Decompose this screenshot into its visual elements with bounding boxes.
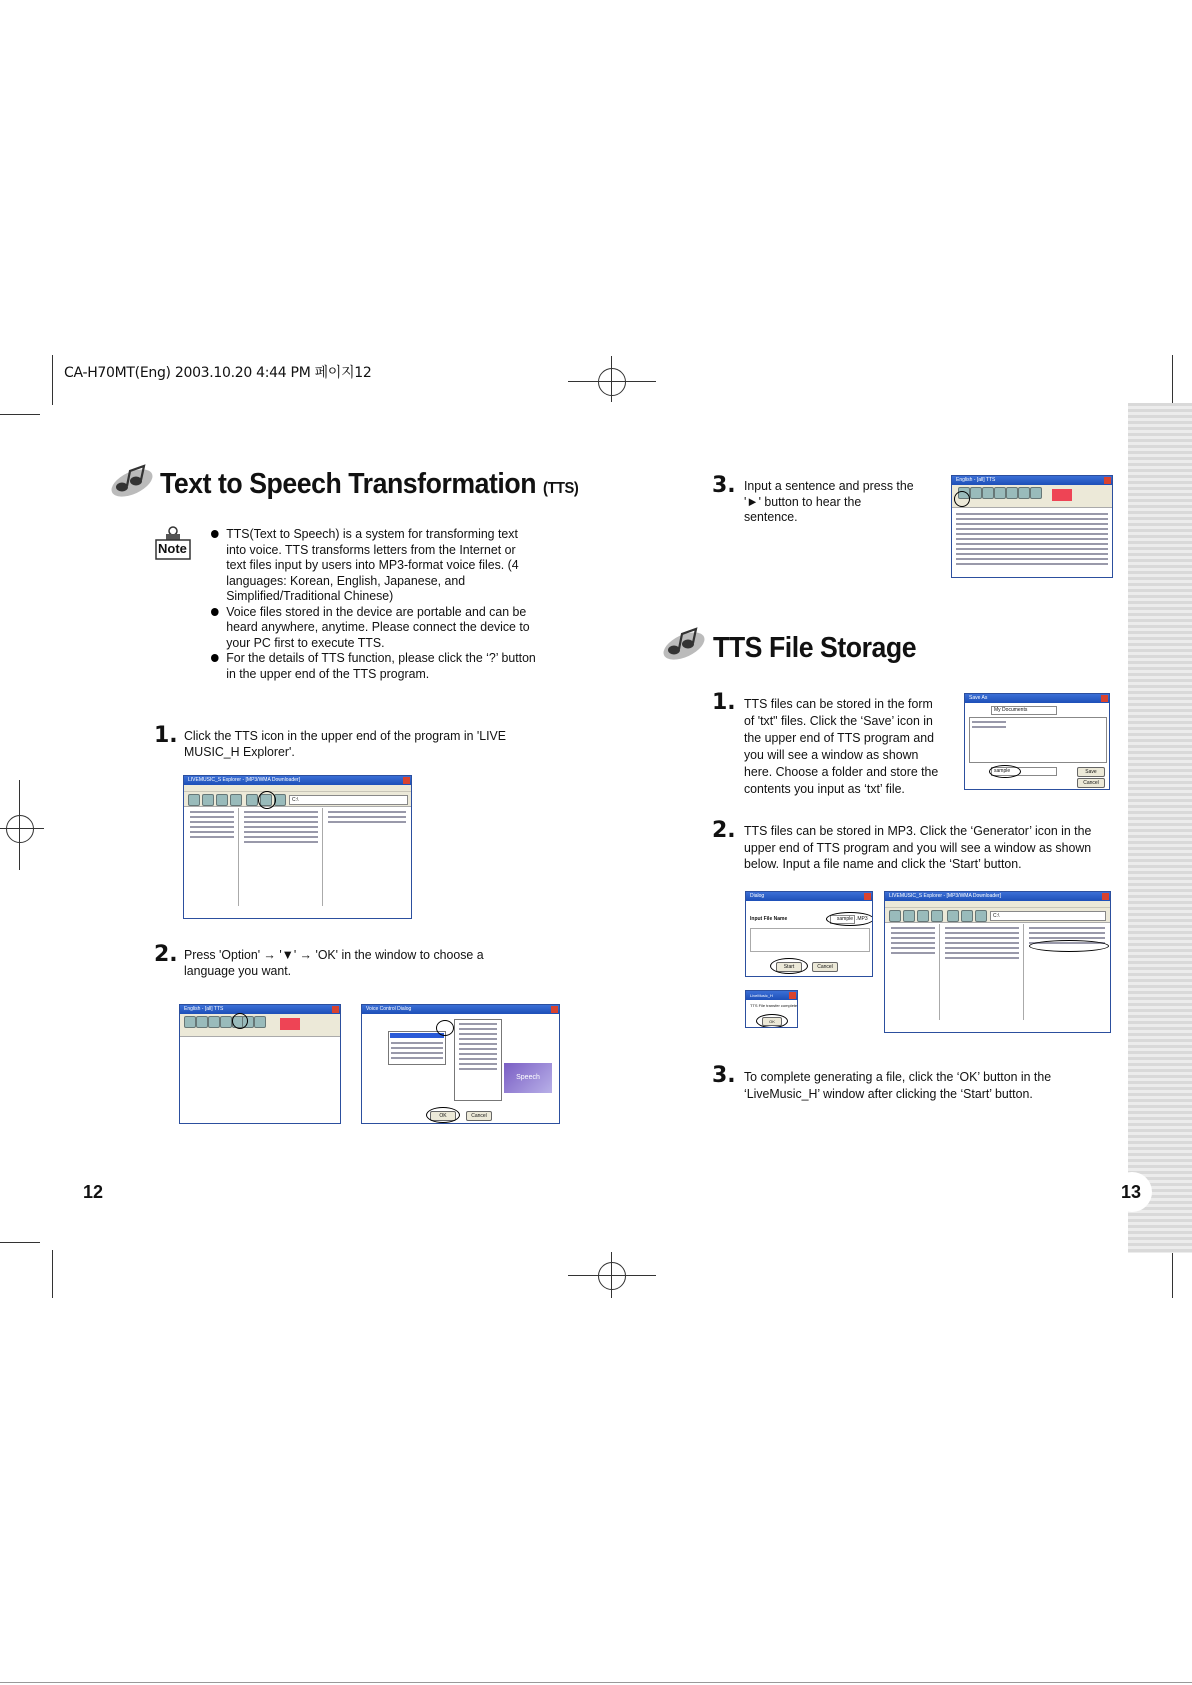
window-title: English - [all] TTS <box>184 1006 224 1012</box>
highlight-circle <box>258 791 276 809</box>
highlight-circle <box>232 1013 248 1029</box>
step-number: 2. <box>712 818 736 843</box>
toolbar <box>180 1014 340 1037</box>
highlight-circle <box>954 491 970 507</box>
page-number-right: 13 <box>1121 1182 1142 1202</box>
step-number: 3. <box>712 473 736 498</box>
registration-mark-line <box>568 381 656 382</box>
window-titlebar <box>180 1005 340 1014</box>
step-number: 3. <box>712 1063 736 1088</box>
note-bullets <box>211 526 539 681</box>
voice-control-screenshot <box>361 1004 560 1124</box>
section-title-tts <box>160 468 578 501</box>
note-label: Note <box>158 541 187 556</box>
highlight-circle <box>756 1014 788 1028</box>
window-titlebar <box>952 476 1112 485</box>
language-list <box>388 1031 446 1065</box>
filename-input[interactable]: sample <box>830 915 855 924</box>
registration-mark <box>598 368 626 396</box>
registration-mark-line <box>0 828 44 829</box>
popup-message: TTS File transfer complete <box>750 1003 798 1008</box>
window-title: Voice Control Dialog <box>366 1006 412 1012</box>
close-icon <box>864 893 871 900</box>
side-stripe <box>1128 403 1192 1253</box>
window-title: Dialog <box>750 893 765 899</box>
title-suffix: (TTS) <box>543 480 579 497</box>
sentence-text <box>956 510 1108 568</box>
step-text: Press 'Option' → '▼' → 'OK' in the window to choose a language you want. <box>184 947 484 978</box>
path-field: C:\ <box>990 911 1106 921</box>
start-button[interactable]: Start <box>776 962 802 972</box>
step-text: Click the TTS icon in the upper end of the program in 'LIVE MUSIC_H Explorer'. <box>184 728 507 759</box>
highlight-circle <box>770 958 808 974</box>
folder-tree <box>186 808 239 906</box>
print-info-header: CA-H70MT(Eng) 2003.10.20 4:44 PM 페이지12 <box>64 365 372 381</box>
save-button[interactable]: Save <box>1077 767 1105 777</box>
crop-mark <box>1172 355 1173 405</box>
extension-label: .MP3 <box>856 916 868 922</box>
registration-mark-line <box>568 1275 656 1276</box>
bullet-item: For the details of TTS function, please click the ‘?’ button in the upper end of the TTS program. <box>211 650 539 681</box>
progress-area <box>750 928 870 952</box>
registration-mark-line <box>611 1252 612 1298</box>
section-title-storage: TTS File Storage <box>713 632 917 664</box>
highlight-circle <box>436 1020 454 1036</box>
step-text: TTS files can be stored in MP3. Click the ‘Generator’ icon in the upper end of TTS program and you will see a window as shown below. Input a file name and click the ‘Start’ button. <box>744 823 1092 871</box>
page-number-left: 12 <box>83 1182 104 1202</box>
explorer-screenshot <box>183 775 412 919</box>
menu-bar <box>885 901 1110 908</box>
toolbar <box>885 908 1110 923</box>
filename-field: sample <box>991 767 1057 776</box>
crop-mark <box>0 414 40 415</box>
language-badge <box>280 1018 300 1030</box>
menu-bar <box>184 785 411 792</box>
close-icon <box>1102 893 1109 900</box>
registration-mark <box>598 1262 626 1290</box>
close-icon <box>789 992 796 999</box>
crop-mark <box>1172 1250 1173 1298</box>
registration-mark <box>6 815 34 843</box>
window-title: English - [all] TTS <box>956 477 996 483</box>
toolbar <box>184 792 411 807</box>
ok-button[interactable]: OK <box>762 1017 782 1026</box>
bullet-item: TTS(Text to Speech) is a system for transforming text into voice. TTS transforms letters from the Internet or text files input by users into MP3-format voice files. (4 languages: Korean, English, Japanese, and Simplified/Traditional Chinese) <box>211 526 539 604</box>
crop-mark <box>0 1242 40 1243</box>
bullet-item: Voice files stored in the device are portable and can be heard anywhere, anytime. Please connect the device to your PC first to execute TTS. <box>211 604 539 651</box>
registration-mark-line <box>611 356 612 402</box>
livemusic-popup-screenshot <box>745 990 798 1028</box>
close-icon <box>551 1006 558 1013</box>
window-titlebar <box>184 776 411 785</box>
speech-image: Speech <box>504 1063 552 1093</box>
music-note-icon <box>108 463 156 497</box>
folder-tree <box>887 924 940 1020</box>
close-icon <box>1104 477 1111 484</box>
highlight-circle <box>426 1107 460 1123</box>
step-number: 1. <box>712 690 736 715</box>
step-number: 1. <box>154 723 178 748</box>
cancel-button[interactable]: Cancel <box>1077 778 1105 788</box>
toolbar <box>952 485 1112 508</box>
language-badge <box>1052 489 1072 501</box>
step-text: TTS files can be stored in the form of 'txt" files. Click the ‘Save’ icon in the upper end of TTS program and you will see a window as shown here. Choose a folder and store the contents you input as ‘txt’ file. <box>744 696 939 796</box>
explorer-screenshot-right <box>884 891 1111 1033</box>
window-titlebar <box>746 991 797 1000</box>
music-note-icon <box>660 626 708 660</box>
window-titlebar <box>746 892 872 901</box>
registration-mark-line <box>19 780 20 870</box>
close-icon <box>403 777 410 784</box>
window-titlebar <box>362 1005 559 1014</box>
dictionary-list <box>454 1019 502 1101</box>
window-titlebar <box>965 694 1109 703</box>
window-title: LiveMusic_H <box>750 993 773 998</box>
save-in-field: My Documents <box>991 706 1057 715</box>
close-icon <box>1101 695 1108 702</box>
window-titlebar <box>885 892 1110 901</box>
highlight-circle <box>1029 940 1109 952</box>
title-text: Text to Speech Transformation <box>160 468 537 500</box>
ok-button[interactable]: OK <box>430 1111 456 1121</box>
file-area <box>969 717 1107 763</box>
tts-screenshot <box>179 1004 341 1124</box>
cancel-button[interactable]: Cancel <box>466 1111 492 1121</box>
step-text: To complete generating a file, click the ‘OK’ button in the ‘LiveMusic_H’ window after clicking the ‘Start’ button. <box>744 1069 1052 1101</box>
step-number: 2. <box>154 942 178 967</box>
crop-mark <box>52 1250 53 1298</box>
window-title: LIVEMUSIC_S Explorer - [MP3/WMA Downloader] <box>889 893 1001 899</box>
highlight-circle <box>989 765 1021 778</box>
tts-sentence-screenshot <box>951 475 1113 578</box>
generator-dialog-screenshot <box>745 891 873 977</box>
crop-mark <box>52 355 53 405</box>
cancel-button[interactable]: Cancel <box>812 962 838 972</box>
path-field: C:\ <box>289 795 408 805</box>
input-label: Input File Name <box>750 916 788 922</box>
close-icon <box>332 1006 339 1013</box>
file-list <box>941 924 1024 1020</box>
save-as-screenshot <box>964 693 1110 790</box>
file-list <box>240 808 323 906</box>
device-list <box>324 808 410 906</box>
step-text: Input a sentence and press the '►' button to hear the sentence. <box>744 478 914 524</box>
highlight-circle <box>826 912 873 926</box>
window-title: Save As <box>969 695 988 701</box>
device-list <box>1025 924 1109 1020</box>
bottom-rule <box>0 1682 1192 1683</box>
window-title: LIVEMUSIC_S Explorer - [MP3/WMA Downloader] <box>188 777 300 783</box>
